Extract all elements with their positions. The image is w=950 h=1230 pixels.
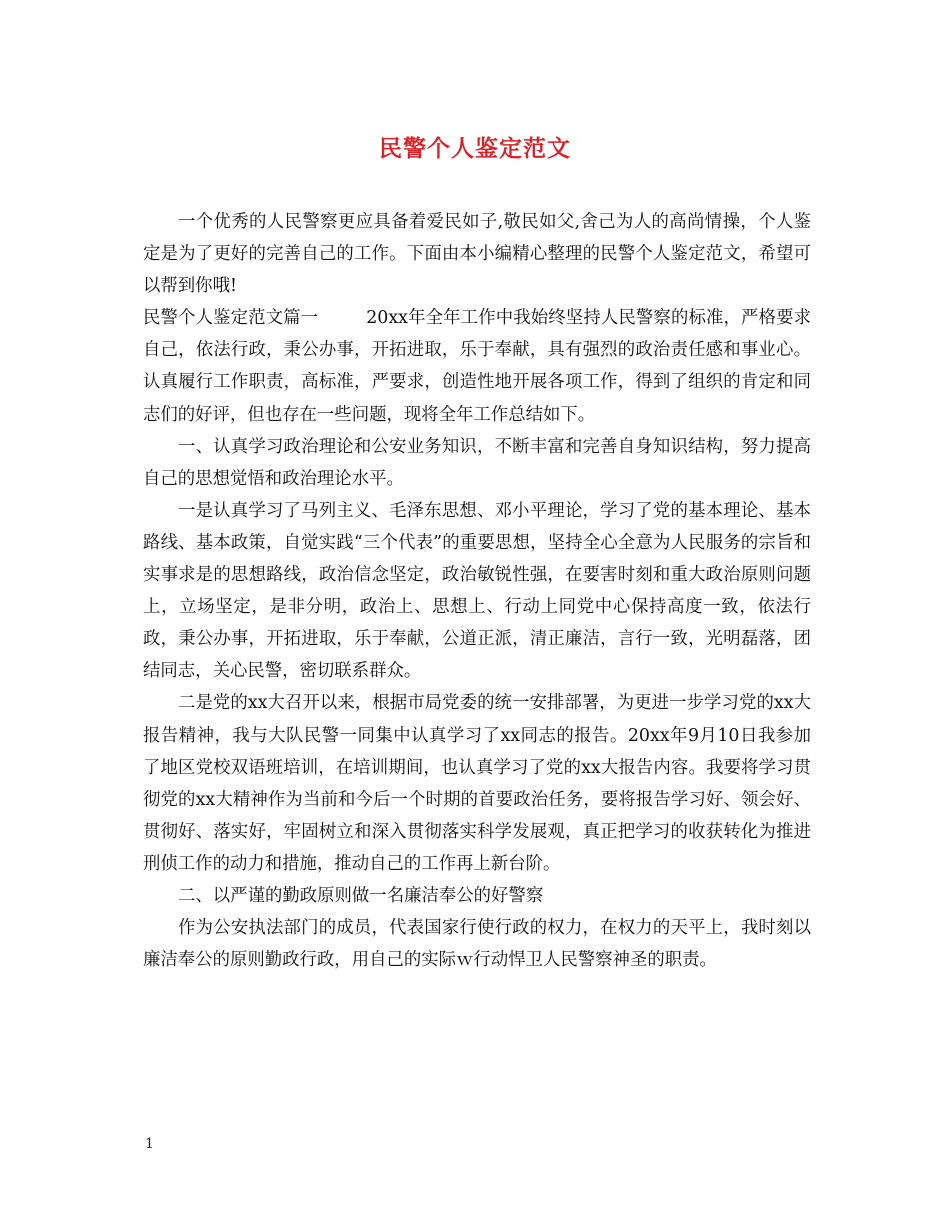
page-number: 1 [145, 1136, 154, 1152]
section-paragraph [143, 302, 811, 430]
intro-paragraph: 一个优秀的人民警察更应具备着爱民如子,敬民如父,舍己为人的高尚情操，个人鉴定是为了更好的完善自己的工作。下面由本小编精心整理的民警个人鉴定范文，希望可以帮到你哦! [143, 212, 811, 297]
body-paragraph-2: 二是党的xx大召开以来，根据市局党委的统一安排部署，为更进一步学习党的xx大报告精神，我与大队民警一同集中认真学习了xx同志的报告。20xx年9月10日我参加了地区党校双语班培训，在培训期间，也认真学习了党的xx大报告内容。我要将学习贯彻党的xx大精神作为当前和今后一个时期的首要政治任务，要将报告学习好、领会好、贯彻好、落实好，牢固树立和深入贯彻落实科学发展观，真正把学习的收获转化为推进刑侦工作的动力和措施，推动自己的工作再上新台阶。 [143, 693, 811, 874]
document-title: 民警个人鉴定范文 [379, 135, 571, 162]
document-body [143, 206, 811, 976]
section-label: 民警个人鉴定范文篇一 [143, 308, 319, 329]
heading-paragraph-1: 一、认真学习政治理论和公安业务知识，不断丰富和完善自身知识结构，努力提高自己的思想觉悟和政治理论水平。 [143, 436, 811, 489]
heading-paragraph-2: 二、以严谨的勤政原则做一名廉洁奉公的好警察 [178, 885, 544, 906]
body-paragraph-3: 作为公安执法部门的成员，代表国家行使行政的权力，在权力的天平上，我时刻以廉洁奉公的原则勤政行政，用自己的实际ｗ行动悍卫人民警察神圣的职责。 [143, 918, 811, 971]
body-paragraph-1: 一是认真学习了马列主义、毛泽东思想、邓小平理论，学习了党的基本理论、基本路线、基本政策，自觉实践“三个代表”的重要思想，坚持全心全意为人民服务的宗旨和实事求是的思想路线，政治信念坚定，政治敏锐性强，在要害时刻和重大政治原则问题上，立场坚定，是非分明，政治上、思想上、行动上同党中心保持高度一致，依法行政，秉公办事，开拓进取，乐于奉献，公道正派，清正廉洁，言行一致，光明磊落，团结同志，关心民警，密切联系群众。 [143, 500, 811, 682]
section-text: 20xx年全年工作中我始终坚持人民警察的标准，严格要求自己，依法行政，秉公办事，开拓进取，乐于奉献，具有强烈的政治责任感和事业心。认真履行工作职责，高标准，严要求，创造性地开展各项工作，得到了组织的肯定和同志们的好评，但也存在一些问题，现将全年工作总结如下。 [143, 308, 811, 425]
